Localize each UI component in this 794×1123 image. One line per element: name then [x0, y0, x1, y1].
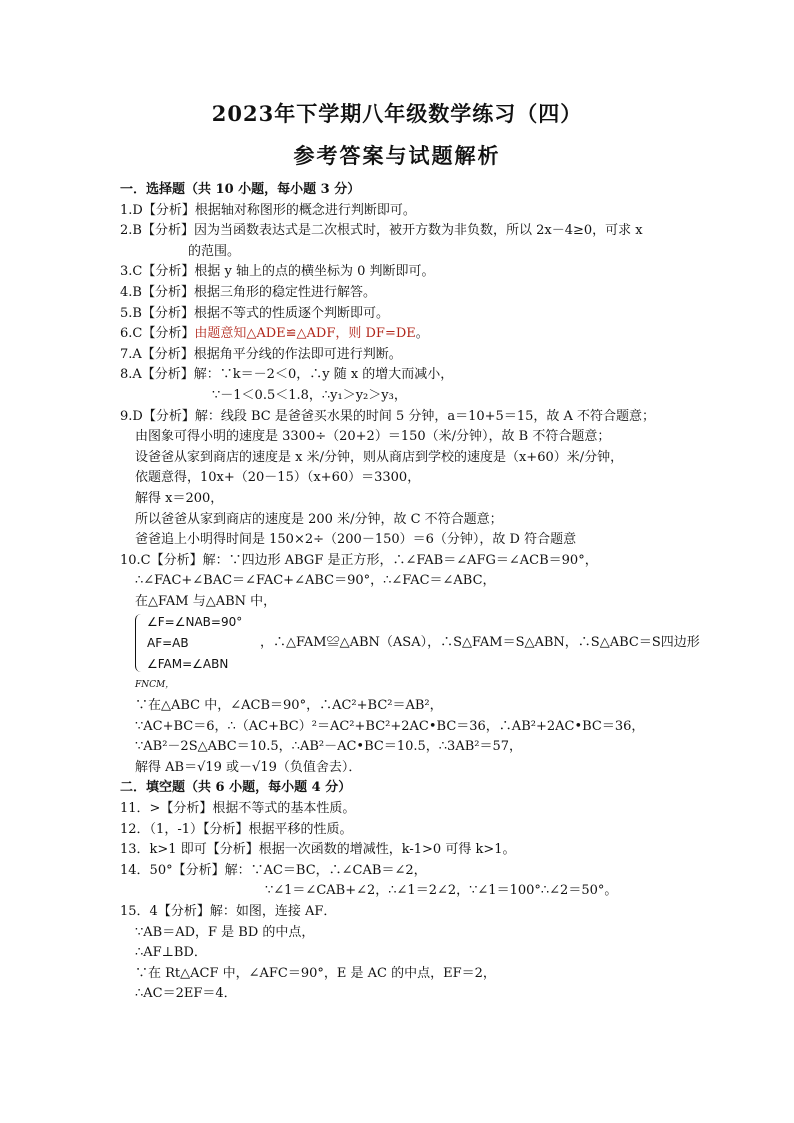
- answer-q9-line7: 爸爸追上小明得时间是 150×2÷（200－150）＝6（分钟），故 D 符合题意: [135, 532, 577, 548]
- equation-line: AF=AB: [147, 636, 189, 651]
- answer-q2-cont: 的范围。: [188, 243, 241, 259]
- answer-q13: 13．k>1 即可【分析】根据一次函数的增减性，k-1>0 可得 k>1。: [120, 842, 516, 858]
- equation-system: [120, 612, 700, 675]
- answer-q12: 12．（1，-1）【分析】根据平移的性质。: [120, 821, 353, 837]
- answer-q9-line2: 由图象可得小明的速度是 3300÷（20+2）＝150（米/分钟），故 B 不符合题意；: [135, 429, 611, 445]
- answer-q14: 14．50°【分析】解：∵AC＝BC，∴∠CAB＝∠2，: [120, 862, 427, 878]
- answer-q8-cont: ∵－1＜0.5＜1.8，∴y₁＞y₂＞y₃，: [212, 387, 407, 403]
- answer-q14-cont: ∵∠1＝∠CAB+∠2，∴∠1＝2∠2，∵∠1＝100°∴∠2＝50°。: [265, 883, 618, 899]
- answer-q15-line5: ∴AC＝2EF＝4．: [135, 986, 237, 1002]
- answer-q9: 9.D【分析】解：线段 BC 是爸爸买水果的时间 5 分钟，a＝10+5＝15，故 A 不符合题意；: [120, 408, 656, 424]
- page-subtitle: 参考答案与试题解析: [293, 143, 501, 168]
- answer-q6: [120, 324, 695, 345]
- answer-q4: 4.B【分析】根据三角形的稳定性进行解答。: [120, 284, 376, 300]
- answer-q6-red-text: 由题意知△ADE≌△ADF，则 DF=DE: [194, 326, 416, 342]
- answer-q15-line4: ∵在 Rt△ACF 中，∠AFC＝90°，E 是 AC 的中点，EF＝2，: [135, 965, 496, 981]
- answer-q3: 3.C【分析】根据 y 轴上的点的横坐标为 0 判断即可。: [120, 264, 435, 280]
- section-heading-choice: 一．选择题（共 10 小题，每小题 3 分）: [120, 182, 361, 197]
- answer-q15-line3: ∴AF⊥BD．: [135, 945, 207, 961]
- page-title: 2023年下学期八年级数学练习（四）: [211, 101, 583, 126]
- answer-q9-line5: 解得 x＝200，: [135, 490, 224, 506]
- left-brace: [135, 614, 143, 672]
- answer-content: [120, 180, 700, 1005]
- answer-q15-line2: ∵AB＝AD，F 是 BD 的中点，: [135, 924, 315, 940]
- answer-q10-line5: ∵AC+BC＝6，∴（AC+BC）²＝AC²+BC²+2AC•BC＝36，∴AB²+2AC•BC＝36，: [135, 718, 645, 734]
- answer-q9-line4: 依题意得，10x+（20－15）（x+60）＝3300，: [135, 470, 421, 486]
- answer-q10: 10.C【分析】解：∵四边形 ABGF 是正方形，∴∠FAB＝∠AFG＝∠ACB＝90°，: [120, 552, 598, 568]
- answer-q7: 7.A【分析】根据角平分线的作法即可进行判断。: [120, 346, 402, 362]
- equation-lines: [147, 612, 242, 675]
- answer-q15: 15．4【分析】解：如图，连接 AF．: [120, 904, 337, 919]
- answer-q10-line3: 在△FAM 与△ABN 中，: [135, 593, 277, 609]
- answer-q10-line4: ∵在△ABC 中，∠ACB＝90°，∴AC²+BC²＝AB²，: [135, 698, 443, 714]
- answer-q6-suffix: 。: [415, 326, 429, 342]
- answer-q10-line7: 解得 AB＝√19 或－√19（负值舍去）．: [135, 759, 362, 775]
- answer-q11: 11．>【分析】根据不等式的基本性质。: [120, 801, 356, 817]
- section-heading-fill: 二．填空题（共 6 小题，每小题 4 分）: [120, 780, 352, 796]
- equation-line: ∠F=∠NAB=90°: [147, 615, 243, 630]
- answer-q10-line6: ∵AB²－2S△ABC＝10.5，∴AB²－AC•BC＝10.5，∴3AB²＝57，: [135, 739, 523, 755]
- equation-result: ，∴△FAM≌△ABN（ASA），∴S△FAM＝S△ABN，∴S△ABC＝S四边形: [260, 635, 700, 651]
- answer-q9-line6: 所以爸爸从家到商店的速度是 200 米/分钟，故 C 不符合题意；: [135, 511, 503, 527]
- answer-q10-line2: ∴∠FAC+∠BAC＝∠FAC+∠ABC＝90°，∴∠FAC＝∠ABC，: [135, 573, 496, 589]
- answer-q5: 5.B【分析】根据不等式的性质逐个判断即可。: [120, 305, 389, 321]
- equation-line: ∠FAM=∠ABN: [147, 657, 229, 672]
- answer-q9-line3: 设爸爸从家到商店的速度是 x 米/分钟，则从商店到学校的速度是（x+60）米/分钟，: [135, 449, 624, 465]
- answer-q2: 2.B【分析】因为当函数表达式是二次根式时，被开方数为非负数，所以 2x－4≥0，可求 x: [120, 223, 643, 239]
- answer-q1: 1.D【分析】根据轴对称图形的概念进行判断即可。: [120, 202, 416, 218]
- answer-q10-fncm: FNCM，: [135, 680, 175, 691]
- answer-q8: 8.A【分析】解：∵k＝－2＜0，∴y 随 x 的增大而减小，: [120, 367, 454, 383]
- answer-q6-prefix: 6.C【分析】: [120, 326, 195, 342]
